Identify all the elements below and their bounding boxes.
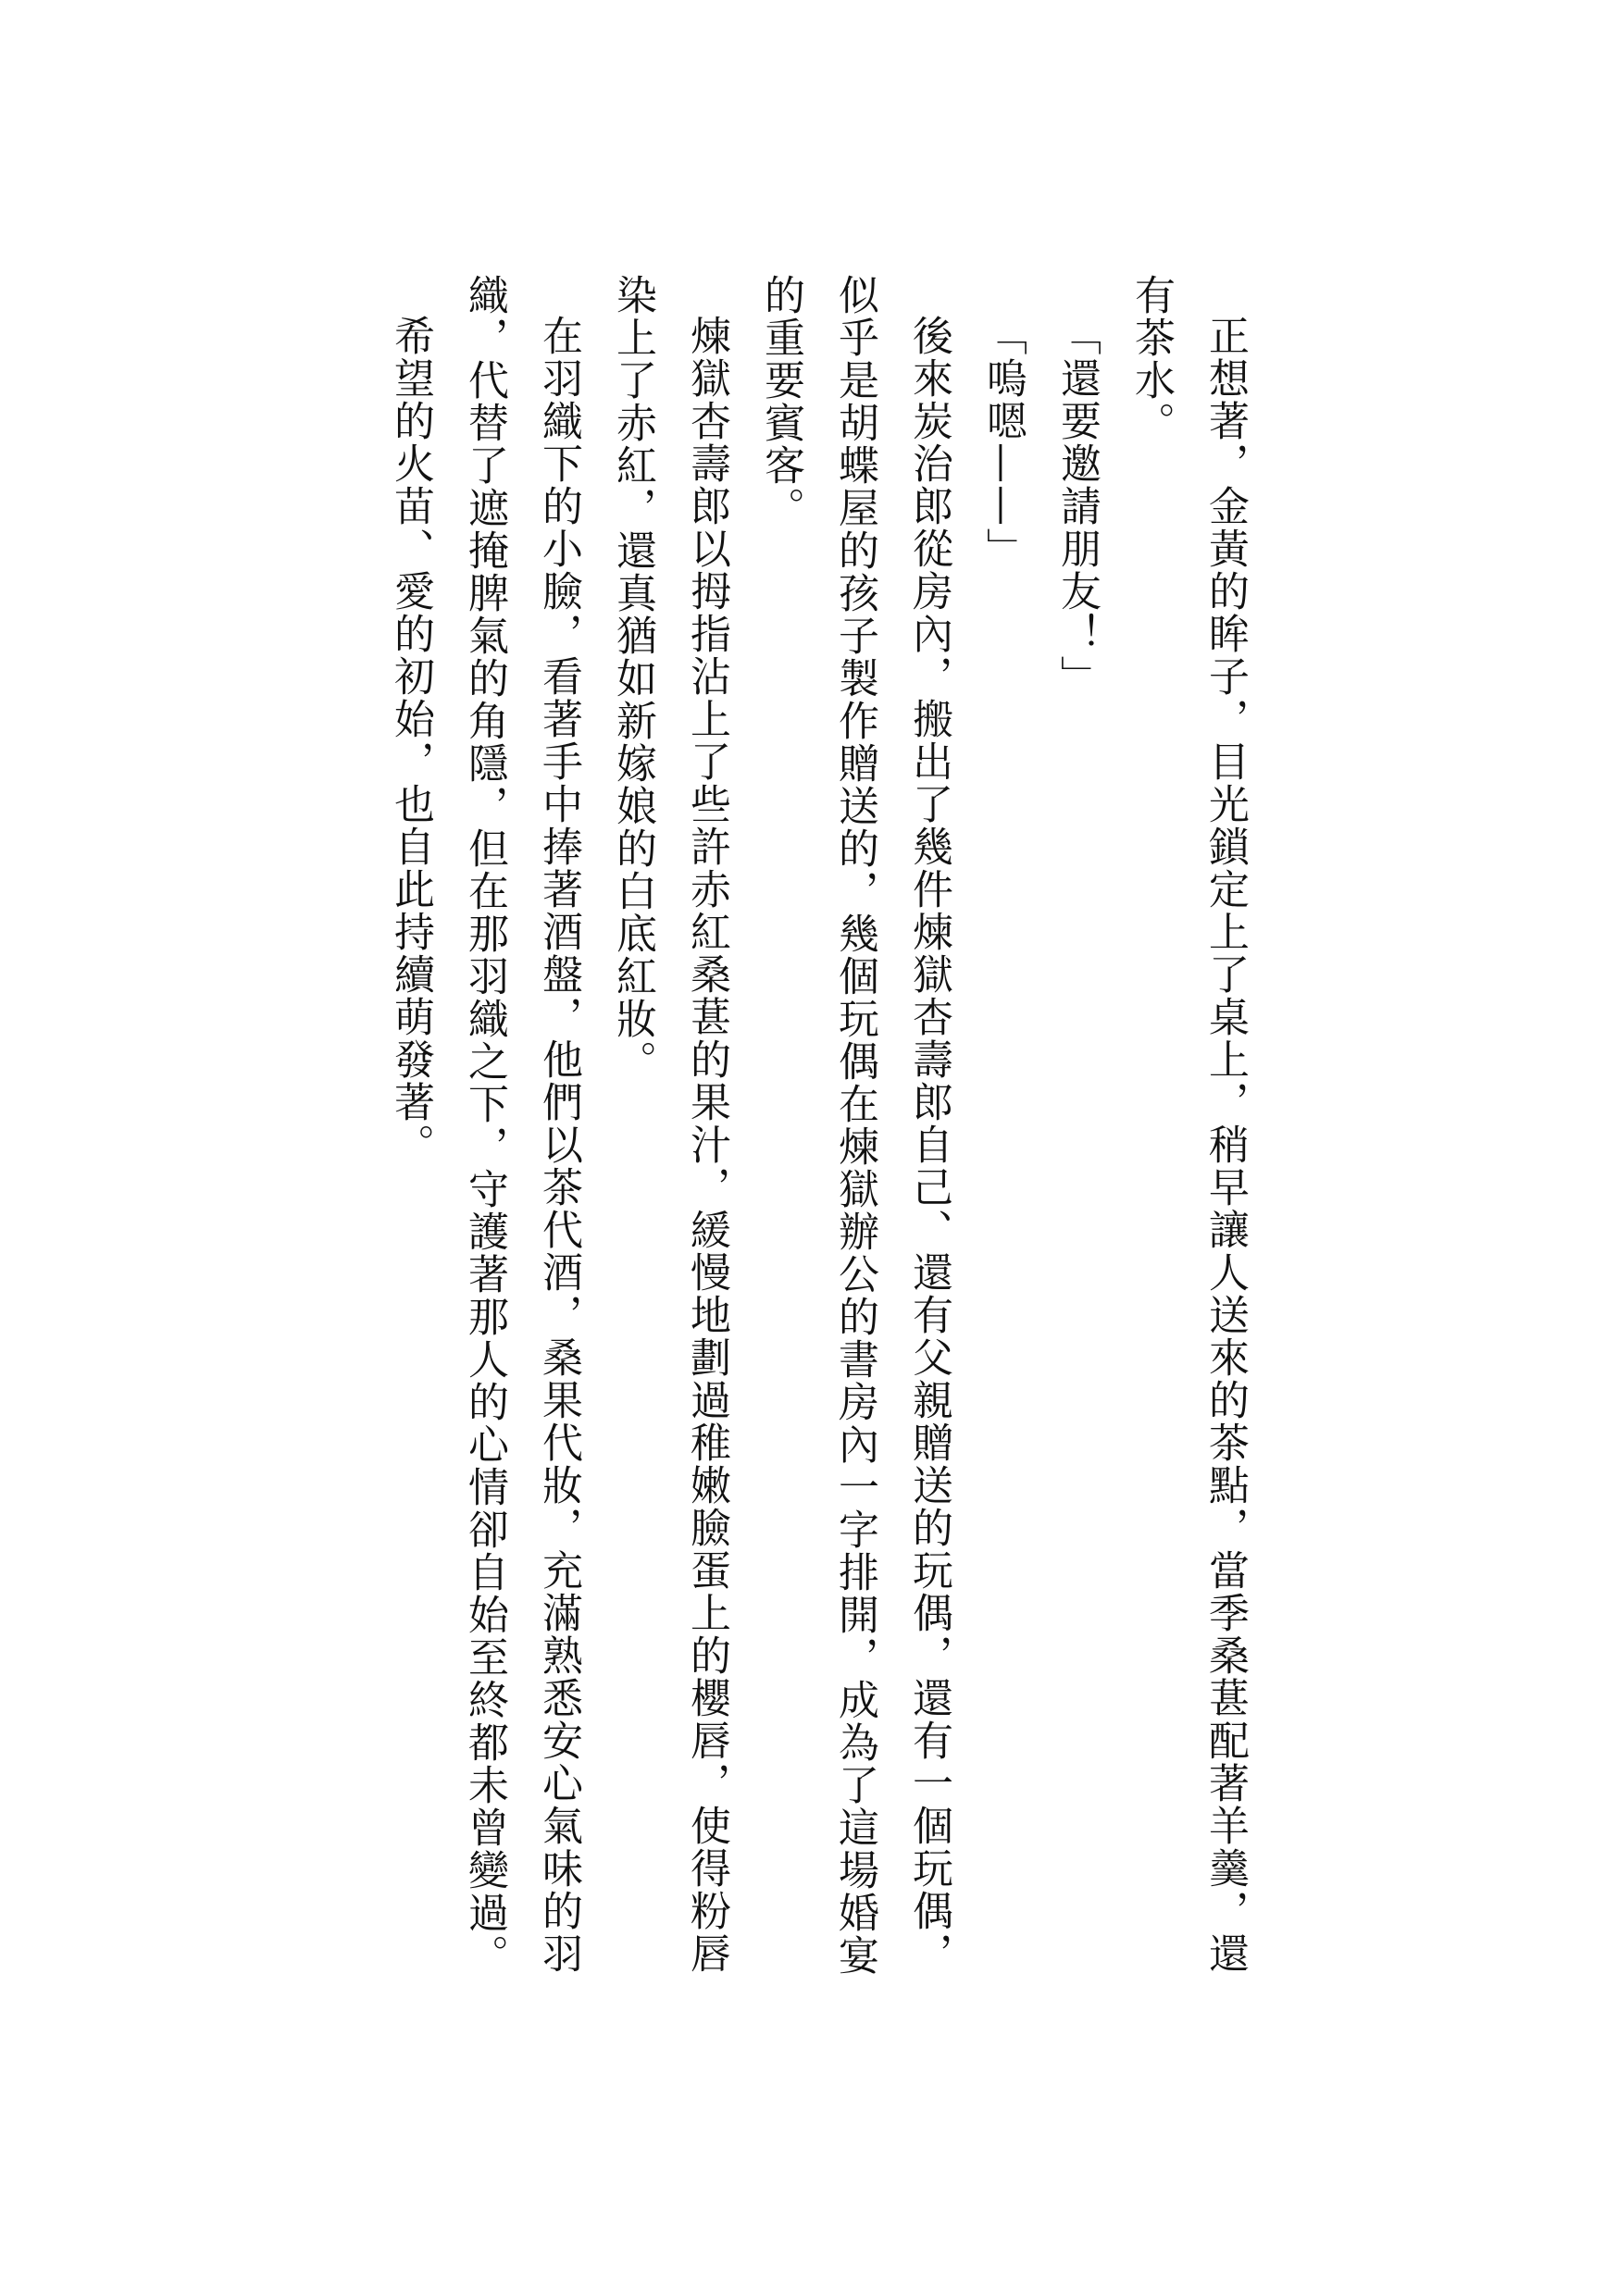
dialogue-line: 「還要邀請朋友！」 [1053,315,1101,698]
dialogue-line: 「嗚嗯——」 [979,315,1027,570]
paragraph: 在羽織下的小臉，看著手中捧著酒盤，他們以茶代酒，桑果代妝，充滿熟悉安心氣味的羽織，代替了遮掩脾氣的角隱，但在那羽織之下，守護著那人的心情卻自始至終都未曾變過。 [461,274,582,1977]
paragraph: 正想著，金黃的眸子，目光鎖定上了桌上，稍早讓人送來的茶點，當季桑葚配著羊羹，還有茶水。 [1127,274,1249,1975]
paragraph: 後來炭治郎從房內，搬出了幾件煉獄杏壽郎自己、還有父親贈送的玩偶，還有一個玩偶，似乎是胡蝶屋的孩子製作贈送的，幾個玩偶在煉獄辦公的書房內一字排開，成為了這場婚宴的重要賓客。 [757,274,952,1977]
paragraph: 煉獄杏壽郎以拇指沾上了些許赤紅桑葚的果汁，緩慢地劃過稚嫩臉蛋上的櫻唇，使得粉唇染上了赤紅，還真猶如新嫁娘的白底紅妝。 [609,274,730,1975]
vertical-text-body [373,274,1262,1977]
paragraph: 希望的火苗、愛的初始，也自此持續萌發著。 [387,315,434,1166]
